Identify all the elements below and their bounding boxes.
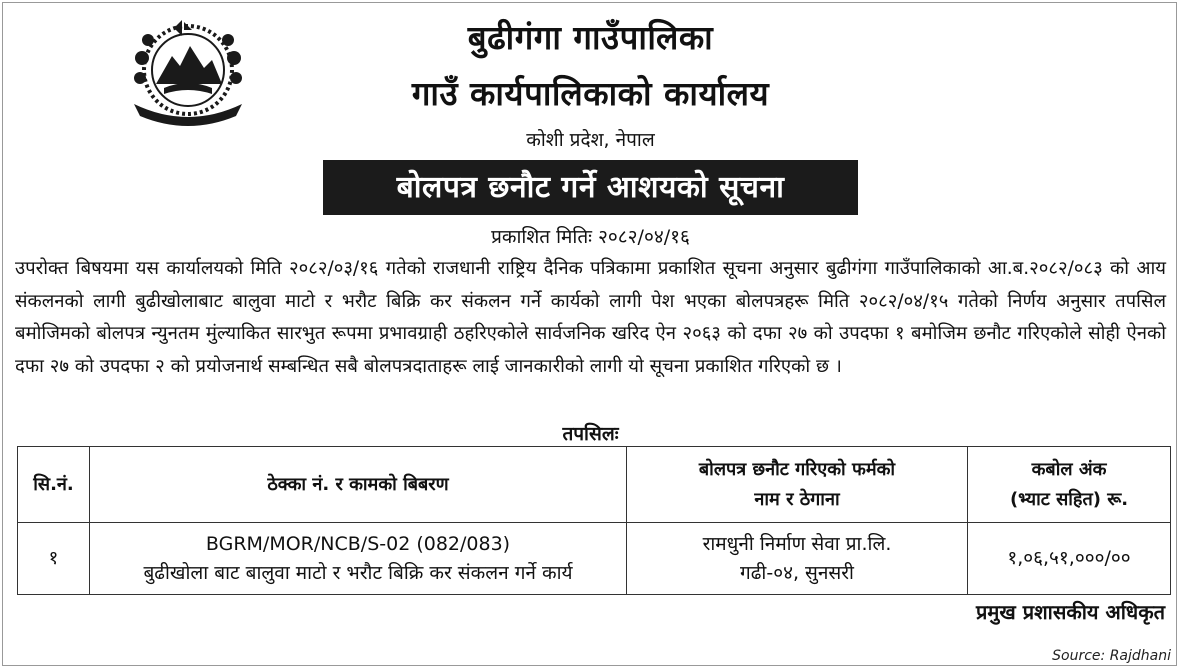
col-header-amount: कबोल अंक (भ्याट सहित) रू. (968, 447, 1171, 523)
cell-firm (627, 523, 968, 595)
work-description: बुढीखोला बाट बालुवा माटो र भरौट बिक्रि कर संकलन गर्ने कार्य (143, 561, 573, 584)
signature-title: प्रमुख प्रशासकीय अधिकृत (976, 600, 1165, 624)
cell-contract (90, 523, 627, 595)
notice-title-banner: बोलपत्र छनौट गर्ने आशयको सूचना (323, 160, 858, 215)
province-text: कोशी प्रदेश, नेपाल (526, 129, 655, 151)
table-row (18, 523, 1171, 595)
cell-sn: १ (18, 523, 90, 595)
firm-address: गढी-०४, सुनसरी (740, 561, 854, 584)
published-date: प्रकाशित मितिः २०८२/०४/१६ (491, 226, 690, 248)
col-header-contract: ठेक्का नं. र कामको बिबरण (90, 447, 627, 523)
cell-amount: १,०६,५१,०००/०० (968, 523, 1171, 595)
firm-name: रामधुनी निर्माण सेवा प्रा.लि. (702, 532, 892, 555)
source-credit: Source: Rajdhani (1052, 648, 1171, 664)
notice-paragraph: उपरोक्त बिषयमा यस कार्यालयको मिति २०८२/०३/१६ गतेको राजधानी राष्ट्रिय दैनिक पत्रिकामा प्रकाशित सूचना अनुसार बुढीगंगा गाउँपालिकाको आ.ब.२०८२/०८३ को आय संकलनको लागी बुढीखोलाबाट बालुवा माटो र भरौट बिक्रि कर संकलन गर्ने कार्यको लागी पेश भएका बोलपत्रहरू मिति २०८२/०४/१५ गतेको निर्णय अनुसार तपसिल बमोजिमको बोलपत्र न्युनतम मुंल्याकित सारभुत रूपमा प्रभावग्राही ठहरिएकोले सार्वजनिक खरिद ऐन २०६३ को दफा २७ को उपदफा १ बमोजिम छनौट गरिएकोले सोही ऐनको दफा २७ को उपदफा २ को प्रयोजनार्थ सम्बन्धित सबै बोलपत्रदाताहरू लाई जानकारीको लागी यो सूचना प्रकाशित गरिएको छ । (15, 258, 1166, 377)
org-name-line2: गाउँ कार्यपालिकाको कार्यालय (411, 74, 770, 113)
table-heading: तपसिलः (562, 423, 619, 445)
selection-table (17, 446, 1171, 595)
col-header-sn: सि.नं. (18, 447, 90, 523)
org-name-line1: बुढीगंगा गाउँपालिका (467, 18, 714, 57)
contract-number: BGRM/MOR/NCB/S-02 (082/083) (205, 532, 511, 555)
col-header-firm: बोलपत्र छनौट गरिएको फर्मको नाम र ठेगाना (627, 447, 968, 523)
table-header-row (18, 447, 1171, 523)
